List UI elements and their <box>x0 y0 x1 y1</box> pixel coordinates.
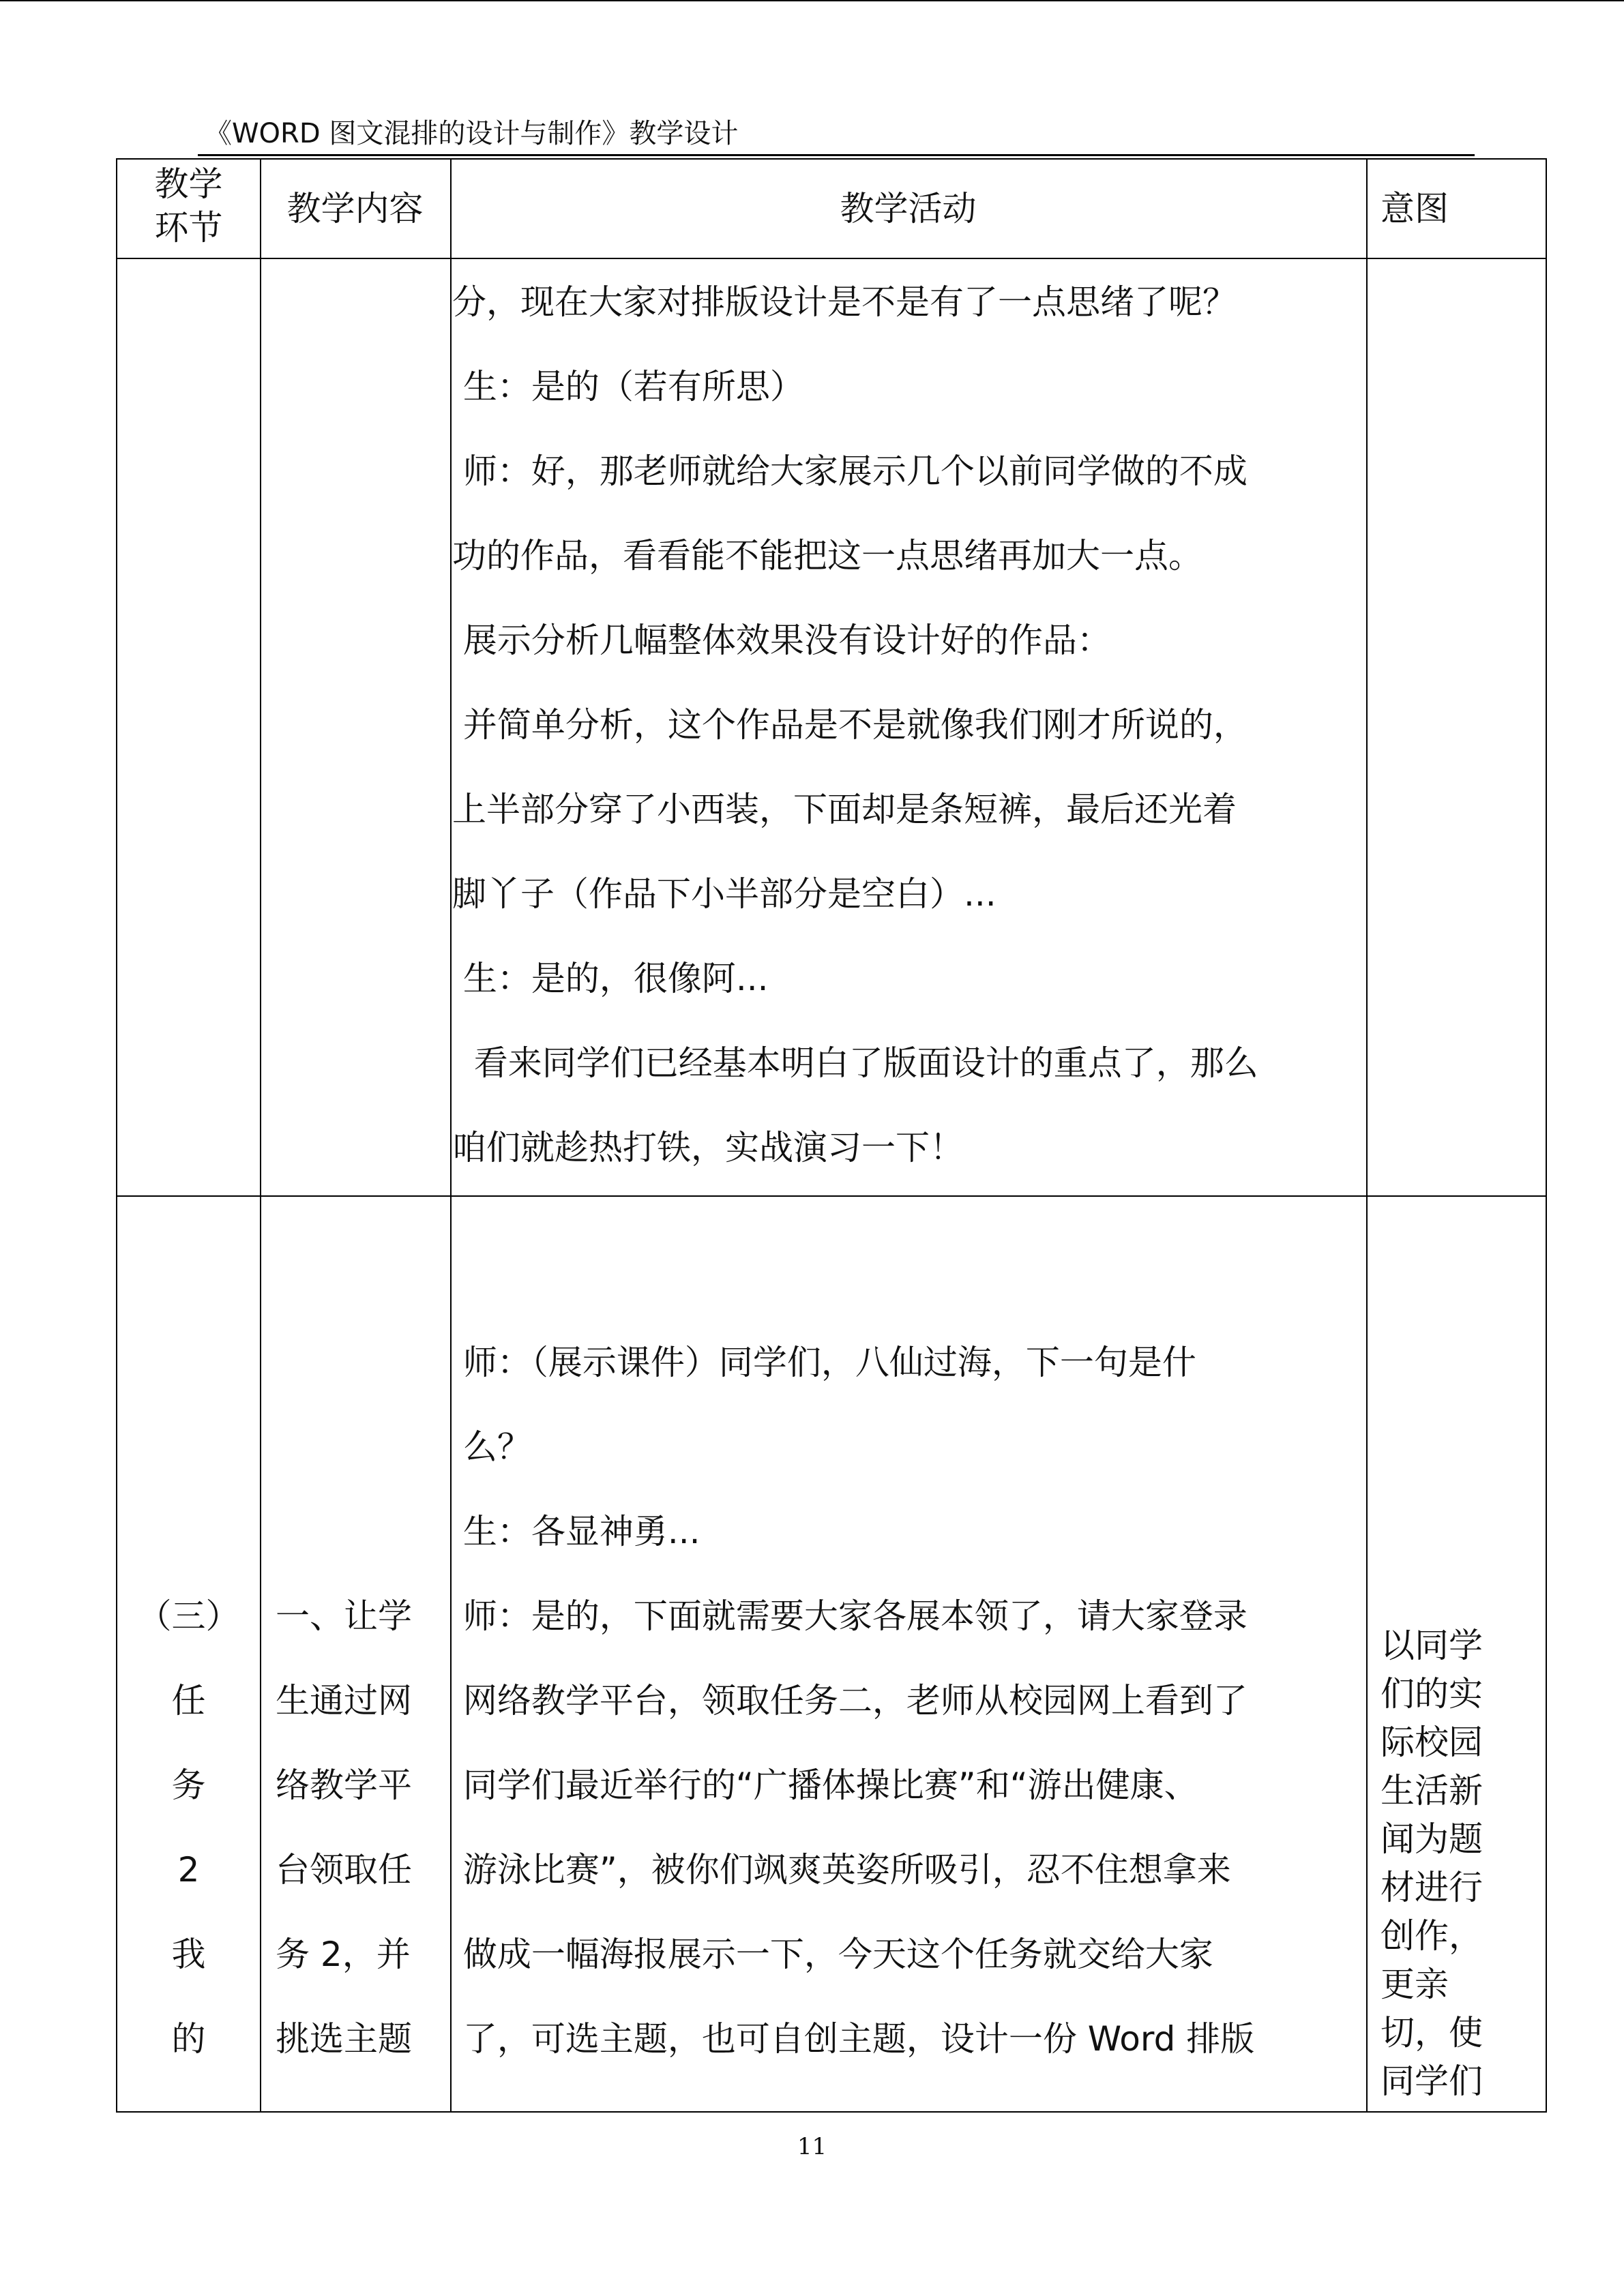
row1-activity-cell <box>452 260 1258 1190</box>
column-divider-1 <box>260 160 261 2111</box>
document-header-title: 《WORD 图文混排的设计与制作》教学设计 <box>205 118 739 149</box>
content-line: 务 2，并 <box>276 1935 411 1974</box>
header-stage-line: 教学 <box>154 164 223 204</box>
activity-line: 并简单分析，这个作品是不是就像我们刚才所说的， <box>452 705 1247 745</box>
activity-line: 上半部分穿了小西装，下面却是条短裤，最后还光着 <box>452 790 1237 829</box>
activity-line: 分，现在大家对排版设计是不是有了一点思绪了呢？ <box>452 282 1237 322</box>
purpose-line: 生活新 <box>1381 1771 1483 1810</box>
purpose-line: 闻为题 <box>1381 1819 1483 1859</box>
content-line: 一、让学 <box>276 1596 412 1636</box>
purpose-line: 际校园 <box>1381 1723 1483 1762</box>
header-cell-purpose: 意图 <box>1381 189 1449 228</box>
activity-line: 咱们就趁热打铁，实战演习一下！ <box>452 1128 964 1167</box>
page-number: 11 <box>797 2133 827 2160</box>
activity-line: 生：各显神勇... <box>452 1512 700 1551</box>
activity-line: 展示分析几幅整体效果没有设计好的作品： <box>452 621 1111 660</box>
purpose-line: 以同学 <box>1381 1626 1483 1665</box>
stage-line: 2 <box>177 1850 200 1890</box>
header-cell-activity: 教学活动 <box>840 189 977 228</box>
activity-line: 功的作品，看看能不能把这一点思绪再加大一点。 <box>452 536 1202 576</box>
purpose-line: 们的实 <box>1381 1674 1483 1714</box>
activity-line: 网络教学平台，领取任务二，老师从校园网上看到了 <box>452 1681 1247 1720</box>
activity-line: 师：是的，下面就需要大家各展本领了，请大家登录 <box>452 1596 1247 1636</box>
activity-line: 师：（展示课件）同学们，八仙过海，下一句是什 <box>452 1343 1196 1382</box>
purpose-line: 更亲 <box>1381 1965 1449 2004</box>
row2-content-cell <box>276 1574 412 2081</box>
activity-line: 了，可选主题，也可自创主题，设计一份 Word 排版 <box>452 2019 1255 2059</box>
content-line: 络教学平 <box>276 1765 412 1805</box>
activity-line: 看来同学们已经基本明白了版面设计的重点了，那么 <box>452 1043 1258 1083</box>
purpose-line: 同学们 <box>1381 2061 1483 2101</box>
row2-purpose-cell <box>1381 1622 1483 2106</box>
column-divider-2 <box>450 160 452 2111</box>
row2-stage-cell <box>117 1574 260 2081</box>
activity-line: 师：好，那老师就给大家展示几个以前同学做的不成 <box>452 451 1247 491</box>
header-cell-content: 教学内容 <box>286 189 424 228</box>
purpose-line: 材进行 <box>1381 1868 1483 1907</box>
stage-line: 我 <box>171 1935 206 1974</box>
column-divider-3 <box>1366 160 1368 2111</box>
purpose-line: 创作， <box>1381 1916 1483 1956</box>
header-underline <box>198 154 1475 156</box>
header-cell-stage <box>117 162 260 250</box>
activity-line: 生：是的，很像阿... <box>452 959 769 998</box>
activity-line: 脚丫子（作品下小半部分是空白）... <box>452 874 996 914</box>
lesson-plan-table <box>116 158 1547 2113</box>
content-line: 生通过网 <box>276 1681 412 1720</box>
activity-line: 做成一幅海报展示一下，今天这个任务就交给大家 <box>452 1935 1213 1974</box>
stage-line: 任 <box>171 1681 206 1720</box>
top-border-line <box>0 0 1624 1</box>
activity-line: 同学们最近举行的“广播体操比赛”和“游出健康、 <box>452 1765 1198 1805</box>
row2-activity-cell <box>452 1320 1254 2081</box>
stage-line: （三） <box>137 1596 240 1636</box>
activity-line: 游泳比赛”，被你们飒爽英姿所吸引，忍不住想拿来 <box>452 1850 1231 1890</box>
stage-line: 的 <box>171 2019 206 2059</box>
activity-line: 么？ <box>452 1427 531 1467</box>
content-line: 挑选主题 <box>276 2019 412 2059</box>
content-line: 台领取任 <box>276 1850 412 1890</box>
activity-line: 生：是的（若有所思） <box>452 367 804 406</box>
row-divider <box>117 1195 1546 1197</box>
purpose-line: 切，使 <box>1381 2013 1483 2053</box>
stage-line: 务 <box>171 1765 206 1805</box>
header-row-divider <box>117 258 1546 259</box>
header-stage-line: 环节 <box>154 208 223 248</box>
